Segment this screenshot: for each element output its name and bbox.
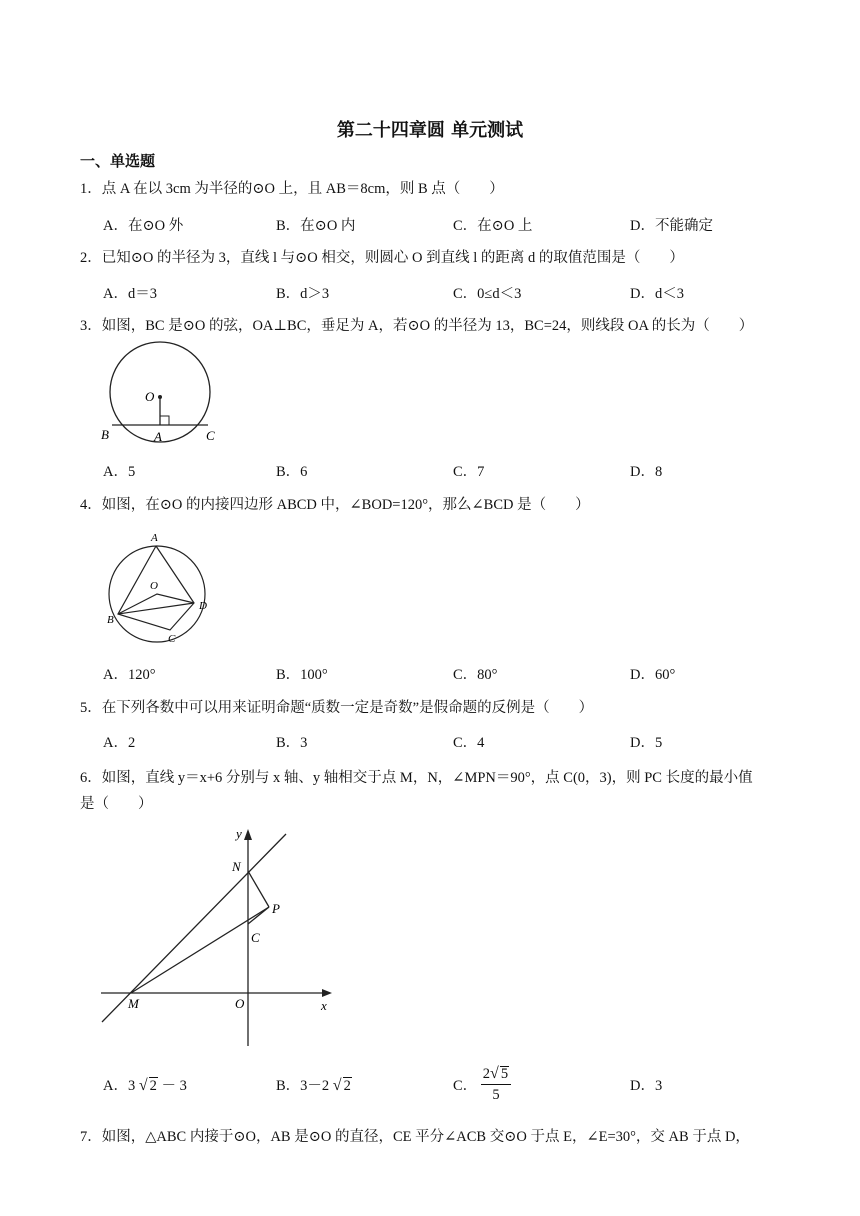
question-2: 2．已知⊙O 的半径为 3，直线 l 与⊙O 相交，则圆心 O 到直线 l 的距离 d 的取值范围是（ ）	[80, 250, 684, 266]
option-c: C．4	[453, 735, 485, 751]
option-b: B．3	[276, 735, 308, 751]
label-m: M	[128, 996, 139, 1011]
question-1: 1．点 A 在以 3cm 为半径的⊙O 上，且 AB＝8cm，则 B 点（ ）	[80, 181, 504, 197]
option-c: C．在⊙O 上	[453, 218, 533, 234]
option-a: A．2	[103, 735, 136, 751]
option-d: D．5	[630, 735, 663, 751]
question-6-line-2: 是（ ）	[80, 796, 153, 812]
label-a: A	[151, 532, 158, 544]
question-4-options	[103, 663, 803, 685]
option-a: A．d＝3	[103, 286, 157, 302]
option-d: D．不能确定	[630, 218, 713, 234]
figure-circle-chord	[98, 340, 223, 448]
option-c: C．7	[453, 464, 485, 480]
option-d: D．8	[630, 464, 663, 480]
option-b: B．3－2 √ 2	[276, 1077, 351, 1094]
option-a: A．120°	[103, 667, 156, 683]
question-7: 7．如图，△ABC 内接于⊙O，AB 是⊙O 的直径，CE 平分∠ACB 交⊙O 于点 E，∠E=30°，交 AB 于点 D，	[80, 1129, 750, 1145]
question-6-line-1: 6．如图，直线 y＝x+6 分别与 x 轴、y 轴相交于点 M，N，∠MPN＝90°，点 C(0，3)，则 PC 长度的最小值	[80, 770, 753, 786]
option-a: A．在⊙O 外	[103, 218, 184, 234]
label-a: A	[154, 429, 162, 444]
label-d: D	[199, 600, 207, 612]
option-c: C．0≤d＜3	[453, 286, 522, 302]
label-c: C	[206, 428, 215, 443]
option-d: D．d＜3	[630, 286, 684, 302]
label-c: C	[168, 633, 176, 645]
option-d: D．60°	[630, 667, 676, 683]
question-4: 4．如图，在⊙O 的内接四边形 ABCD 中，∠BOD=120°，那么∠BCD 是（ ）	[80, 497, 590, 513]
label-b: B	[107, 614, 114, 626]
option-c: C． $\frac{2√ 5}{5}$	[453, 1066, 511, 1103]
option-a: A．3 √ 2 － 3	[103, 1077, 187, 1094]
question-5-options	[103, 731, 803, 753]
section-heading: 一、单选题	[80, 152, 156, 170]
option-b: B．在⊙O 内	[276, 218, 356, 234]
page-title: 第二十四章圆 单元测试	[336, 120, 524, 141]
question-5: 5．在下列各数中可以用来证明命题“质数一定是奇数”是假命题的反例是（ ）	[80, 700, 594, 716]
question-3: 3．如图，BC 是⊙O 的弦，OA⊥BC，垂足为 A，若⊙O 的半径为 13，BC=24，则线段 OA 的长为（ ）	[80, 318, 754, 334]
question-2-options	[103, 282, 803, 304]
option-a: A．5	[103, 464, 136, 480]
label-p: P	[272, 901, 280, 916]
option-d: D．3	[630, 1078, 663, 1094]
label-o: O	[145, 389, 155, 404]
label-b: B	[101, 427, 109, 442]
label-o: O	[150, 580, 158, 592]
label-o: O	[235, 996, 245, 1011]
figure-coordinate-line	[96, 826, 341, 1048]
question-6	[80, 765, 815, 817]
option-c: C．80°	[453, 667, 498, 683]
label-n: N	[232, 859, 241, 874]
option-b: B．6	[276, 464, 308, 480]
option-b: B．d＞3	[276, 286, 330, 302]
figure-inscribed-quadrilateral	[100, 528, 225, 648]
label-y: y	[236, 826, 242, 841]
option-b: B．100°	[276, 667, 328, 683]
label-c: C	[251, 930, 260, 945]
label-x: x	[321, 998, 327, 1013]
question-1-options	[103, 214, 803, 236]
question-3-options	[103, 460, 803, 482]
fraction: $\frac{2√ 5}{5}$	[481, 1066, 511, 1103]
question-6-options	[103, 1066, 803, 1114]
